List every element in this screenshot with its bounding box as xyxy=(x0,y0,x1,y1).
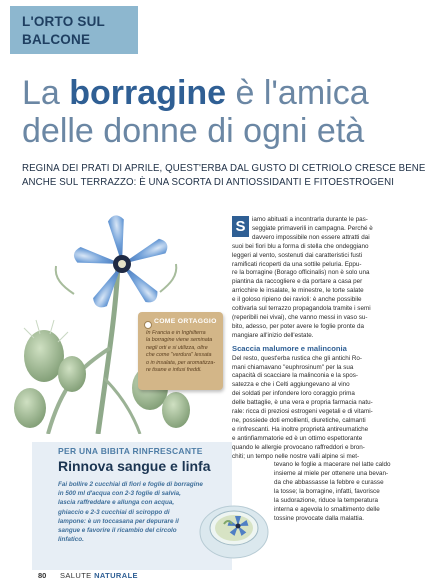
tag-line: negli orti e si utilizza, oltre xyxy=(146,344,208,351)
article-line: dei soldati per infondere loro coraggio prima xyxy=(232,390,355,398)
headline-highlight: borragine xyxy=(69,74,227,112)
section-label-line1: L'ORTO SUL xyxy=(22,14,105,29)
article-line: arricchire le insalate, le minestre, le torte salate xyxy=(232,287,364,295)
sidebar-line: lampone: è un toccasana per depurare il xyxy=(58,517,179,525)
bud-left xyxy=(24,330,64,382)
section-label-line2: BALCONE xyxy=(22,32,91,47)
sidebar-line: lascia raffreddare e allunga con acqua, xyxy=(58,499,175,507)
article-line: re la borragine (Borago officinalis) non è solo una xyxy=(232,269,370,277)
article-subheading: Scaccia malumore e malinconia xyxy=(232,343,347,353)
article-line: la sudorazione, riduce la temperatura xyxy=(274,497,378,505)
tag-line: re tisane e infusi freddi. xyxy=(146,367,202,374)
article-line: leggeri al vento, sostenuti dai caratteristici fusti xyxy=(232,251,363,259)
article-body xyxy=(232,216,424,524)
section-tag xyxy=(10,6,138,54)
sidebar-title: Rinnova sangue e linfa xyxy=(58,458,211,474)
article-line: iamo abituati a incontrarla durante le pas- xyxy=(252,216,368,223)
article-line: tossine provocate dalla malattia. xyxy=(274,514,364,522)
sidebar-kicker: PER UNA BIBITA RINFRESCANTE xyxy=(58,446,203,456)
magazine-name-bold: NATURALE xyxy=(94,571,138,580)
sidebar-line: Fai bollire 2 cucchiai di fiori e foglie di borragine xyxy=(58,481,203,488)
article-line: ne, possiede doti emollienti, diuretiche, calmanti xyxy=(232,416,366,424)
article-line: la tosse; la borragine, infatti, favorisce xyxy=(274,488,380,496)
article-line: capacità di scacciare la malinconia e la spos- xyxy=(232,372,358,380)
article-line: satezza e che i Celti aggiungevano al vino xyxy=(232,381,350,389)
article-line: tevano le foglie a macerare nel latte caldo xyxy=(274,461,391,469)
sidebar-line: linfatico. xyxy=(58,536,84,544)
article-line: davvero impossibile non essere attratti dai xyxy=(252,233,370,241)
subhead-line2: ANCHE SUL TERRAZZO: È UNA SCORTA DI ANTIOSSIDANTI E FITOESTROGENI xyxy=(22,176,394,188)
page-footer xyxy=(16,570,236,584)
page-number: 80 xyxy=(38,571,47,580)
article-line: quando le allergie provocano raffreddori e bron- xyxy=(232,443,365,451)
tag-title: COME ORTAGGIO xyxy=(154,318,217,325)
article-line: ramificati ricoperti da una sottile peluria. Eppu- xyxy=(232,260,362,268)
magazine-name-pre: SALUTE xyxy=(60,571,95,580)
article-line: da che abbassasse la febbre e curasse xyxy=(274,479,384,487)
article-line: e rinfrescanti. Ha inoltre proprietà antireumatiche xyxy=(232,425,369,433)
tag-line: la borragine viene seminata xyxy=(146,337,213,344)
article-line: suoi bei fiori blu a forma di stella che ondeggiano xyxy=(232,242,369,250)
sidebar-line: sangue e favorire il ricambio del circolo xyxy=(58,527,177,535)
sidebar-line: ghiaccio e 2-3 cucchiai di sciroppo di xyxy=(58,508,170,516)
headline-pre: La xyxy=(22,74,70,112)
article-line: mangiare all'inizio dell'estate. xyxy=(232,331,314,339)
article-line: interna e agevola lo smaltimento delle xyxy=(274,506,380,513)
headline-line2: delle donne di ogni età xyxy=(22,112,365,150)
subhead xyxy=(22,162,426,189)
article-line: e il goloso ripieno dei ravioli: è anche possibile xyxy=(232,296,362,304)
article-line: delle battaglie, è una vera e propria farmacia natu- xyxy=(232,399,373,407)
article-line: rale: ricca di preziosi estrogeni vegetali e di vitami- xyxy=(232,408,373,416)
article-line: coltivarla sul terrazzo propagandola tramite i semi xyxy=(232,305,371,313)
article-line: chiti; un tempo nelle nostre valli alpine si met- xyxy=(232,452,360,460)
headline xyxy=(22,74,422,150)
article-line: (reperibili nei vivai), che vanno messi in vaso su- xyxy=(232,313,368,321)
article-line: piantina da raccogliere e da portare a casa per xyxy=(232,278,363,286)
magazine-name xyxy=(60,571,138,580)
tag-line: In Francia e in Inghilterra xyxy=(146,330,206,336)
headline-post: è l'amica xyxy=(226,74,369,112)
article-line: mani chiamavano "euphrosinum" per la sua xyxy=(232,363,354,371)
article-line: insieme al miele per ottenere una bevan- xyxy=(274,470,389,478)
article-line: seggiate primaverili in campagna. Perché è xyxy=(252,224,373,232)
article-line: e antinfiammatorie ed è un ottimo espettorante xyxy=(232,434,363,442)
tag-text xyxy=(146,330,220,374)
sidebar-line: in 500 ml d'acqua con 2-3 foglie di salvia, xyxy=(58,490,181,498)
subhead-line1: REGINA DEI PRATI DI APRILE, QUEST'ERBA DAL GUSTO DI CETRIOLO CRESCE BENE xyxy=(22,163,426,174)
tag-line: che come "verdura" lessata xyxy=(146,352,212,359)
article-line: Del resto, quest'erba rustica che gli antichi Ro- xyxy=(232,354,362,362)
tag-hole-icon xyxy=(144,321,152,329)
drop-cap: S xyxy=(232,216,249,237)
article-line: bito, adesso, per poter avere le foglie pronte da xyxy=(232,322,364,330)
kraft-tag-card xyxy=(138,312,223,390)
tag-line: o in insalata, per aromatizza- xyxy=(146,359,216,366)
